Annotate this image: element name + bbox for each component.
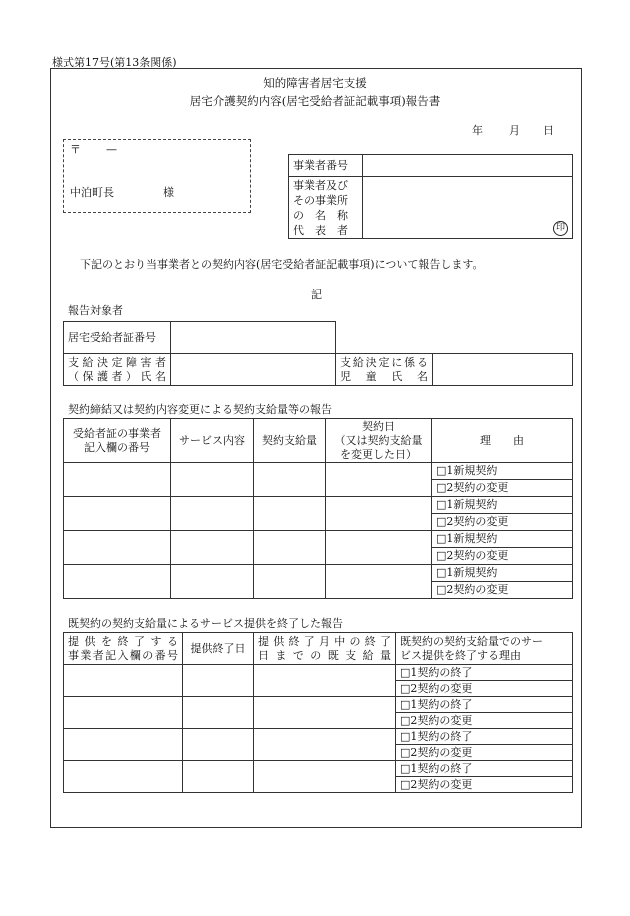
title-line-1: 知的障害者居宅支援 (263, 76, 367, 90)
date-year-label: 年 (472, 124, 483, 137)
end-header-col2: 提供終了日 (183, 633, 254, 665)
addressee-honorific: 様 (163, 186, 174, 199)
addressee-name: 中泊町長 (70, 186, 114, 199)
child-label-line: 支給決定に係る (340, 355, 428, 369)
new-contract-checkbox[interactable]: □1新規契約 (432, 565, 573, 582)
end-cell[interactable] (183, 665, 254, 697)
contract-end-checkbox[interactable]: □1契約の終了 (396, 665, 573, 681)
subject-heading: 報告対象者 (68, 304, 123, 317)
contract-header-col5: 理 由 (432, 419, 573, 463)
table-row (64, 565, 573, 582)
provider-name-label (289, 177, 363, 239)
new-contract-checkbox[interactable]: □1新規契約 (432, 463, 573, 480)
header-line: 記入欄の番号 (84, 440, 150, 454)
header-line: 既契約の契約支給量でのサー (400, 634, 543, 648)
postal-dash: — (106, 143, 117, 156)
contract-cell[interactable] (64, 531, 171, 565)
child-label (336, 354, 433, 386)
contract-header-col2: サービス内容 (171, 419, 254, 463)
contract-cell[interactable] (171, 463, 254, 497)
contract-heading: 契約締結又は契約内容変更による契約支給量等の報告 (68, 403, 332, 416)
header-line: 受給者証の事業者 (73, 426, 161, 440)
end-cell[interactable] (64, 729, 183, 761)
contract-cell[interactable] (326, 497, 432, 531)
table-row (64, 665, 573, 681)
end-cell[interactable] (64, 665, 183, 697)
cert-number-field[interactable] (171, 322, 336, 354)
end-heading: 既契約の契約支給量によるサービス提供を終了した報告 (68, 617, 343, 630)
recipient-label-line: （保護者）氏名 (68, 369, 166, 383)
contract-cell[interactable] (254, 497, 326, 531)
contract-cell[interactable] (64, 463, 171, 497)
end-cell[interactable] (183, 697, 254, 729)
end-cell[interactable] (254, 729, 396, 761)
contract-change-checkbox[interactable]: □2契約の変更 (396, 681, 573, 697)
table-row (64, 761, 573, 777)
cert-number-label: 居宅受給者証番号 (64, 322, 171, 354)
change-contract-checkbox[interactable]: □2契約の変更 (432, 582, 573, 599)
end-cell[interactable] (254, 761, 396, 793)
recipient-name-field[interactable] (171, 354, 336, 386)
contract-header-col1 (64, 419, 171, 463)
contract-end-checkbox[interactable]: □1契約の終了 (396, 697, 573, 713)
end-cell[interactable] (183, 729, 254, 761)
contract-cell[interactable] (326, 463, 432, 497)
title-line-2: 居宅介護契約内容(居宅受給者証記載事項)報告書 (189, 94, 441, 108)
recipient-label-line: 支給決定障害者 (68, 355, 166, 369)
end-header-col4 (396, 633, 573, 665)
provider-name-label-line: 事業者及び (293, 178, 348, 192)
provider-number-label: 事業者番号 (289, 155, 363, 177)
contract-cell[interactable] (254, 531, 326, 565)
subject-blank (336, 322, 433, 354)
provider-name-field[interactable] (363, 177, 573, 239)
date-day-label: 日 (543, 124, 554, 137)
contract-header-col4 (326, 419, 432, 463)
contract-cell[interactable] (171, 531, 254, 565)
contract-cell[interactable] (64, 565, 171, 599)
new-contract-checkbox[interactable]: □1新規契約 (432, 531, 573, 548)
end-cell[interactable] (64, 697, 183, 729)
provider-table (288, 154, 573, 239)
child-label-line: 児 童 氏 名 (340, 369, 428, 383)
header-line: 契約日 (362, 419, 395, 433)
child-name-field[interactable] (433, 354, 573, 386)
contract-end-checkbox[interactable]: □1契約の終了 (396, 761, 573, 777)
table-row (64, 463, 573, 480)
addressee-box (63, 139, 251, 213)
change-contract-checkbox[interactable]: □2契約の変更 (432, 548, 573, 565)
header-line: （又は契約支給量 (334, 433, 423, 447)
postal-mark: 〒 (70, 143, 81, 156)
ki-label: 記 (311, 288, 322, 301)
header-line: 日までの既支給量 (258, 648, 391, 662)
contract-change-checkbox[interactable]: □2契約の変更 (396, 777, 573, 793)
provider-number-field[interactable] (363, 155, 573, 177)
header-line: を変更した日） (340, 447, 417, 461)
recipient-label (64, 354, 171, 386)
table-row (64, 729, 573, 745)
form-number: 様式第17号(第13条関係) (52, 56, 177, 69)
contract-cell[interactable] (171, 565, 254, 599)
header-line: 提供を終了する (68, 634, 178, 648)
subject-blank (433, 322, 573, 354)
table-row (64, 697, 573, 713)
provider-name-label-line: その事業所 (293, 193, 348, 207)
new-contract-checkbox[interactable]: □1新規契約 (432, 497, 573, 514)
end-cell[interactable] (64, 761, 183, 793)
contract-change-checkbox[interactable]: □2契約の変更 (396, 745, 573, 761)
header-line: 事業者記入欄の番号 (68, 648, 178, 662)
contract-cell[interactable] (326, 565, 432, 599)
change-contract-checkbox[interactable]: □2契約の変更 (432, 514, 573, 531)
end-table (63, 632, 573, 793)
seal-mark: 印 (553, 221, 568, 236)
provider-name-label-line: の 名 称 (293, 208, 348, 222)
header-line: ビス提供を終了する理由 (400, 648, 521, 662)
end-cell[interactable] (183, 761, 254, 793)
end-cell[interactable] (254, 697, 396, 729)
subject-table (63, 321, 573, 386)
contract-cell[interactable] (254, 463, 326, 497)
contract-change-checkbox[interactable]: □2契約の変更 (396, 713, 573, 729)
table-row (64, 531, 573, 548)
intro-text: 下記のとおり当事業者との契約内容(居宅受給者証記載事項)について報告します。 (80, 258, 484, 271)
provider-name-label-line: 代 表 者 (293, 223, 348, 237)
end-header-col3 (254, 633, 396, 665)
date-month-label: 月 (509, 124, 520, 137)
contract-cell[interactable] (254, 565, 326, 599)
end-header-col1 (64, 633, 183, 665)
contract-cell[interactable] (326, 531, 432, 565)
contract-end-checkbox[interactable]: □1契約の終了 (396, 729, 573, 745)
change-contract-checkbox[interactable]: □2契約の変更 (432, 480, 573, 497)
table-row (64, 497, 573, 514)
header-line: 提供終了月中の終了 (258, 634, 391, 648)
contract-cell[interactable] (64, 497, 171, 531)
end-cell[interactable] (254, 665, 396, 697)
contract-header-col3: 契約支給量 (254, 419, 326, 463)
contract-table (63, 418, 573, 599)
contract-cell[interactable] (171, 497, 254, 531)
